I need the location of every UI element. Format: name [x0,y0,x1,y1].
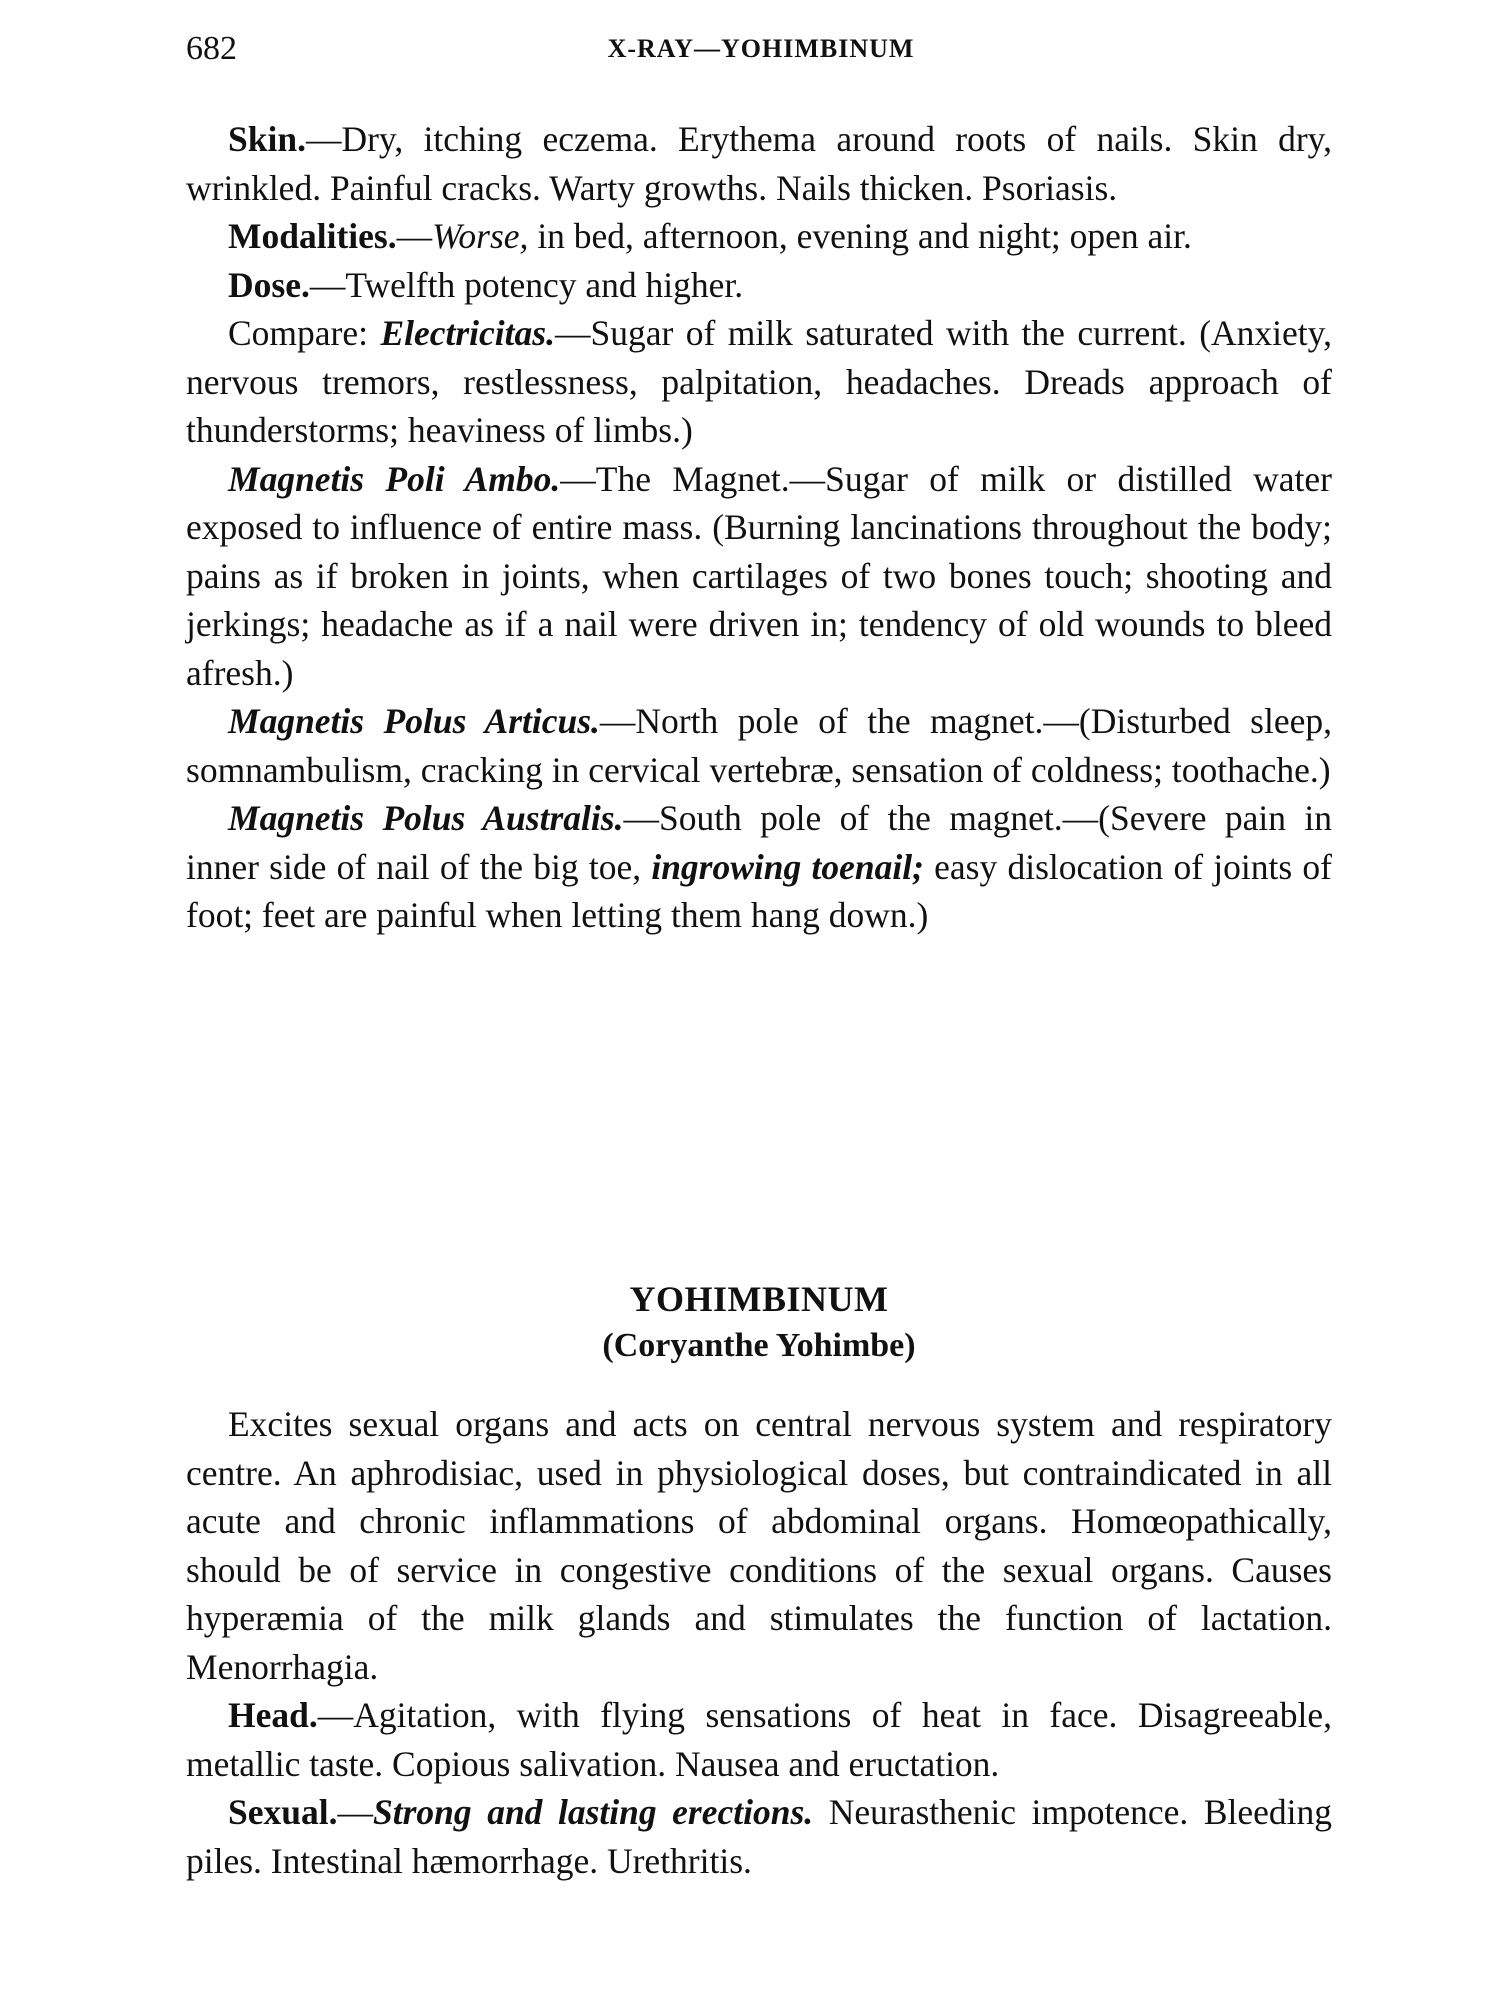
dose-paragraph [186,261,1332,310]
modalities-heading: Modalities. [228,216,397,256]
running-header-title: X-RAY—YOHIMBINUM [607,34,915,63]
magnetis-ambo-paragraph [186,455,1332,698]
yohimbinum-body [186,1400,1332,1885]
head-text: —Agitation, with flying sensations of heat in face. Disagreeable, metallic taste. Copious salivation. Nausea and eructation. [186,1695,1332,1784]
sexual-text: Neurasthenic impotence. Bleeding piles. Intestinal hæmorrhage. Urethritis. [186,1792,1332,1881]
magnetis-australis-text-after: easy dislocation of joints of foot; feet are painful when letting them hang down.) [186,846,1332,935]
magnetis-australis-paragraph [186,794,1332,940]
xray-continuation [186,115,1332,940]
compare-label: Compare: [228,313,381,353]
sexual-paragraph [186,1788,1332,1885]
magnetis-ambo-text: —The Magnet.—Sugar of milk or distilled water exposed to influence of entire mass. (Burning lancinations throughout the body; pains as if broken in joints, when cartilages of two bones touch; shooting and jerkings; headache as if a nail were driven in; tendency of old wounds to bleed afresh.) [186,458,1332,693]
skin-text: —Dry, itching eczema. Erythema around roots of nails. Skin dry, wrinkled. Painful cracks. Warty growths. Nails thicken. Psoriasis. [186,119,1332,208]
section-title: YOHIMBINUM [629,1279,889,1319]
dose-heading: Dose. [228,264,310,305]
head-paragraph [186,1691,1332,1788]
modalities-paragraph [186,212,1332,261]
magnetis-articus-text: —North pole of the magnet.—(Disturbed sleep, somnambulism, cracking in cervical vertebræ, sensation of coldness; toothache.) [186,701,1332,790]
magnetis-australis-text-before: —South pole of the magnet.—(Severe pain in inner side of nail of the big toe, [186,798,1333,887]
sexual-heading: Sexual. [228,1792,338,1832]
section-subtitle: (Coryanthe Yohimbe) [602,1327,916,1364]
magnetis-articus-name: Magnetis Polus Articus. [228,701,600,741]
skin-paragraph [186,115,1332,212]
head-heading: Head. [228,1695,318,1735]
magnetis-articus-paragraph [186,697,1332,794]
running-header [186,30,1336,74]
modalities-dash: — [396,216,433,256]
compare-paragraph [186,309,1332,455]
dose-text: —Twelfth potency and higher. [309,264,744,305]
compare-remedy: Electricitas. [380,313,555,353]
intro-paragraph: Excites sexual organs and acts on central nervous system and respiratory centre. An aphrodisiac, used in physiological doses, but contraindicated in all acute and chronic inflammations of abdominal organs. Homœopathically, should be of service in congestive conditions of the sexual organs. Causes hyperæmia of the milk glands and stimulates the function of lactation. Menorrhagia. [186,1404,1332,1687]
sexual-dash: — [337,1792,373,1832]
compare-text: —Sugar of milk saturated with the current. (Anxiety, nervous tremors, restlessness, palpitation, headaches. Dreads approach of thunderstorms; heaviness of limbs.) [186,313,1332,450]
modalities-text: in bed, afternoon, evening and night; open air. [528,216,1192,256]
modalities-worse: Worse, [432,216,529,256]
magnetis-ambo-name: Magnetis Poli Ambo. [228,458,561,499]
magnetis-australis-emphasis: ingrowing toenail; [651,846,924,887]
page-number: 682 [186,30,237,67]
skin-heading: Skin. [228,119,306,159]
magnetis-australis-name: Magnetis Polus Australis. [228,798,624,838]
sexual-emphasis: Strong and lasting erections. [372,1792,814,1832]
